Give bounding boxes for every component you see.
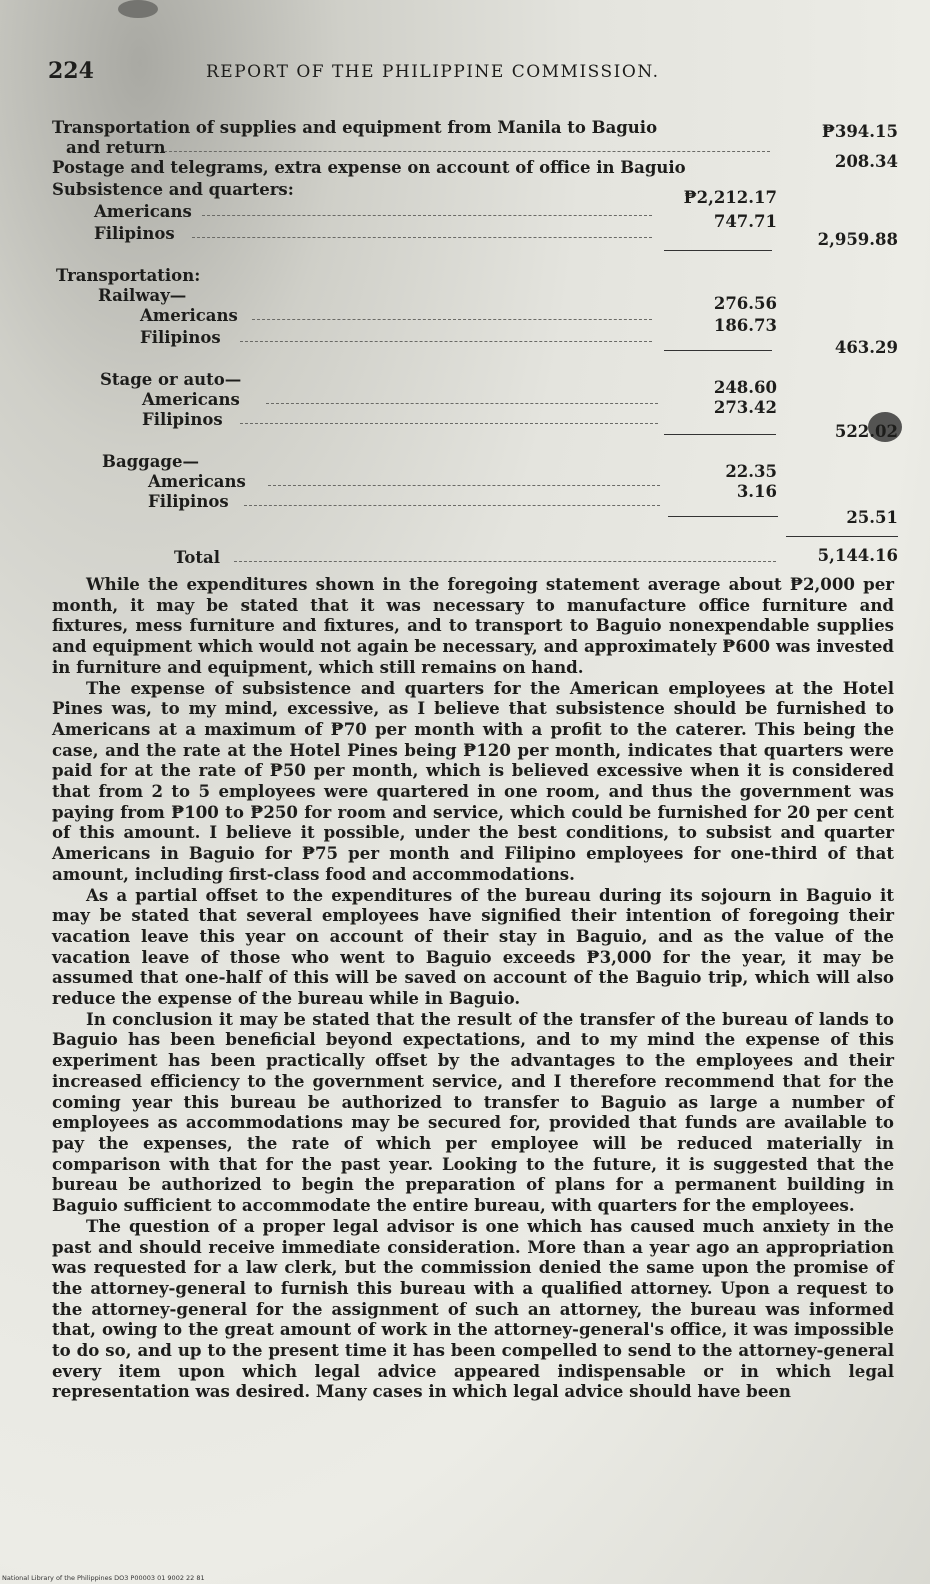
ink-stain <box>118 0 158 18</box>
row-label: Americans <box>140 306 238 325</box>
dot-leader <box>234 561 776 562</box>
row-label: Filipinos <box>140 328 221 347</box>
subtotal-rule <box>664 250 772 251</box>
page-header <box>48 58 908 92</box>
ledger-row <box>52 286 902 313</box>
ledger-row <box>52 306 902 335</box>
row-label: Filipinos <box>94 224 175 243</box>
ledger-row <box>52 542 902 567</box>
ledger-row <box>52 390 902 417</box>
subtotal-rule <box>664 350 772 351</box>
running-title: REPORT OF THE PHILIPPINE COMMISSION. <box>206 62 660 82</box>
amount: ₱394.15 <box>821 122 898 141</box>
section-heading: Subsistence and quarters: <box>52 180 294 199</box>
ledger-row <box>52 224 902 249</box>
paragraph: The expense of subsistence and quarters for the American employees at the Hotel Pines was, to my mind, excessive, as I believe that subsistence should be furnished to Americans at a maximum of ₱70 per month with a profit to the caterer. This being the case, and the rate at the Hotel Pines being ₱120 per month, indicates that quarters were paid for at the rate of ₱50 per month, which is believed excessive when it is considered that from 2 to 5 employees were quartered in one room, and thus the government was paying from ₱100 to ₱250 for room and service, which could be furnished for 20 per cent of this amount. I believe it possible, under the best conditions, to subsist and quarter Americans in Baguio for ₱75 per month and Filipino employees for one-third of that amount, including first-class food and accommodations. <box>52 677 894 884</box>
row-label: Transportation of supplies and equipment from Manila to Baguio <box>52 118 658 137</box>
amount: 3.16 <box>736 482 777 501</box>
amount: 248.60 <box>713 378 777 397</box>
dot-leader <box>202 215 652 216</box>
dot-leader <box>266 403 658 404</box>
subsection-heading: Baggage— <box>102 452 199 471</box>
subsection-heading: Railway— <box>98 286 187 305</box>
subtotal-rule <box>664 434 776 435</box>
row-label: Filipinos <box>148 492 229 511</box>
subtotal-rule <box>668 516 778 517</box>
paragraph: As a partial offset to the expenditures of the bureau during its sojourn in Baguio it may be stated that several employees have signified their intention of foregoing their vacation leave this year on account of their stay in Baguio, and as the value of the vacation leave of those who went to Baguio exceeds ₱3,000 for the year, it may be assumed that one-half of this will be saved on account of the Baguio trip, which will also reduce the expense of the bureau while in Baguio. <box>52 884 894 1009</box>
row-label: Americans <box>94 202 192 221</box>
dot-leader <box>240 341 652 342</box>
paragraph: In conclusion it may be stated that the result of the transfer of the bureau of lands to Baguio has been beneficial beyond expectations, and to my mind the expense of this experiment has been practically offset by the advantages to the employees and their increased efficiency to the government service, and I therefore recommend that for the coming year this bureau be authorized to transfer to Baguio as large a number of employees as accommodations may be secured for, provided that funds are available to pay the expenses, the rate of which per employee will be reduced materially in comparison with that for the past year. Looking to the future, it is suggested that the bureau be authorized to begin the preparation of plans for a permanent building in Baguio sufficient to accommodate the entire bureau, with quarters for the employees. <box>52 1008 894 1216</box>
ledger-row <box>52 180 902 207</box>
ledger-row <box>52 202 902 231</box>
amount: 186.73 <box>713 316 777 335</box>
amount: 276.56 <box>713 294 777 313</box>
ledger-row <box>52 118 902 140</box>
dot-leader <box>192 237 652 238</box>
amount: ₱2,212.17 <box>683 188 777 207</box>
amount: 22.35 <box>725 462 777 481</box>
amount: 208.34 <box>834 152 898 171</box>
amount: 273.42 <box>713 398 777 417</box>
subtotal: 25.51 <box>846 508 898 527</box>
ledger-row <box>52 266 902 288</box>
scan-credit: National Library of the Philippines DO3 P00003 01 9002 22 81 <box>2 1574 205 1582</box>
dot-leader <box>268 485 660 486</box>
row-label: Americans <box>142 390 240 409</box>
row-label: Postage and telegrams, extra expense on account of office in Baguio <box>52 158 686 177</box>
ledger-row <box>52 472 902 501</box>
section-heading: Transportation: <box>56 266 201 285</box>
subtotal: 522.02 <box>834 422 898 441</box>
row-label: Americans <box>148 472 246 491</box>
ledger-row <box>52 152 902 180</box>
dot-leader <box>244 505 660 506</box>
subtotal: 2,959.88 <box>817 230 898 249</box>
subsection-heading: Stage or auto— <box>100 370 242 389</box>
ledger-row <box>52 370 902 397</box>
grand-total: 5,144.16 <box>817 546 898 565</box>
dot-leader <box>240 423 658 424</box>
total-rule <box>786 536 898 537</box>
amount: 747.71 <box>713 212 777 231</box>
dot-leader <box>164 151 770 152</box>
row-label: Filipinos <box>142 410 223 429</box>
page-number: 224 <box>48 58 94 84</box>
ledger-row <box>52 328 902 357</box>
ledger-row <box>52 452 902 481</box>
total-label: Total <box>174 548 220 567</box>
dot-leader <box>252 319 652 320</box>
ledger-row <box>52 492 902 527</box>
row-label: and return <box>66 138 166 157</box>
body-text <box>52 574 894 1402</box>
subtotal: 463.29 <box>834 338 898 357</box>
ledger-row <box>52 410 902 441</box>
paragraph: The question of a proper legal advisor is one which has caused much anxiety in the past and should receive immediate consideration. More than a year ago an appropriation was requested for a law clerk, but the commission denied the same upon the promise of the attorney-general to furnish this bureau with a qualified attorney. Upon a request to the attorney-general for the assignment of such an attorney, the bureau was informed that, owing to the great amount of work in the attorney-general's office, it was impossible to do so, and up to the present time it has been compelled to send to the attorney-general every item upon which legal advice appeared indispensable or in which legal representation was desired. Many cases in which legal advice should have been <box>52 1215 894 1402</box>
paragraph: While the expenditures shown in the foregoing statement average about ₱2,000 per month, it may be stated that it was necessary to manufacture office furniture and fixtures, mess furniture and fixtures, and to transport to Baguio nonexpendable supplies and equipment which would not again be necessary, and approximately ₱600 was invested in furniture and equipment, which still remains on hand. <box>52 574 894 677</box>
